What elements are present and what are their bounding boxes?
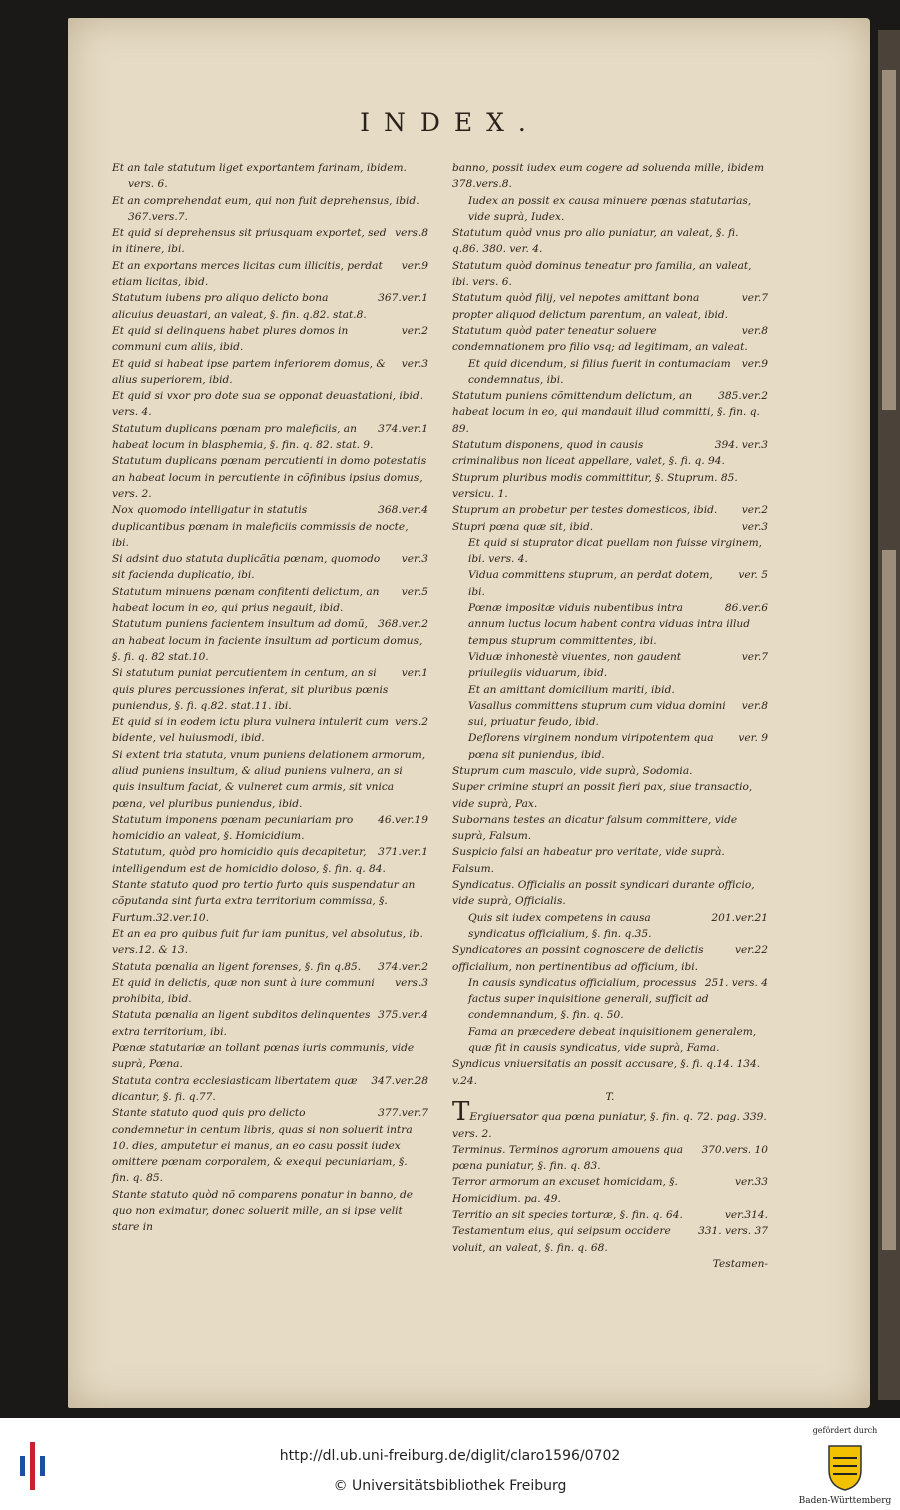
entry-text: Statutum duplicans pœnam percutienti in domo potestatis an habeat locum in percutiente in cõfinibus ipsius domus, vers. 2. — [112, 455, 427, 500]
entry-text: Terminus. Terminos agrorum amouens qua pœna puniatur, §. fin. q. 83. — [452, 1143, 684, 1173]
index-entry — [112, 1187, 428, 1236]
index-entry — [452, 779, 768, 812]
index-entry — [112, 160, 428, 176]
entry-reference: ver.9 — [741, 357, 768, 370]
index-entry — [452, 682, 768, 698]
coat-of-arms-icon — [825, 1442, 865, 1492]
entry-text: Statutum quòd filij, vel nepotes amittant bona propter aliquod delictum parentum, an valeat, ibid. — [452, 292, 729, 321]
entry-reference: 385.ver.2 — [718, 390, 768, 403]
entry-reference: 370.vers. 10 — [701, 1143, 768, 1156]
index-entry — [452, 1207, 768, 1223]
entry-reference: 374.ver.2 — [378, 960, 428, 973]
index-entry — [112, 323, 428, 356]
index-entry — [112, 502, 428, 551]
index-entry — [452, 225, 768, 258]
entry-text: Iudex an possit ex causa minuere pœnas statutarias, vide suprà, Iudex. — [468, 194, 752, 223]
index-entry — [452, 698, 768, 731]
sponsor-block — [790, 1426, 900, 1510]
index-entry — [452, 290, 768, 323]
entry-text: Et quid si in eodem ictu plura vulnera intulerit cum bidente, vel huiusmodi, ibid. — [112, 716, 389, 745]
entry-text: Statutum quòd dominus teneatur pro familia, an valeat, ibi. vers. 6. — [452, 259, 752, 289]
index-entry — [112, 959, 428, 975]
copyright-notice: © Universitätsbibliothek Freiburg — [333, 1478, 567, 1494]
entry-text: Statutum, quòd pro homicidio quis decapitetur, intelligendum est de homicidio doloso, §. fin. q. 84. — [112, 846, 386, 875]
entry-text: Syndicus vniuersitatis an possit accusare, §. fi. q.14. 134. v.24. — [452, 1058, 761, 1087]
index-entry — [112, 453, 428, 502]
index-entry — [452, 649, 768, 682]
index-entry — [112, 551, 428, 584]
index-entry — [452, 567, 768, 600]
entry-reference: vers.3 — [395, 976, 428, 989]
entry-text: vers. 6. — [128, 178, 168, 191]
entry-text: Terror armorum an excuset homicidam, §. Homicidium. pa. 49. — [452, 1176, 678, 1205]
entry-text: Statutum puniens cõmittendum delictum, an habeat locum in eo, qui mandauit illud committi, §. fin. q. 89. — [452, 390, 760, 435]
index-entry — [112, 616, 428, 665]
index-entry — [452, 1223, 768, 1256]
entry-reference: ver.2 — [401, 324, 428, 337]
entry-reference: ver.3 — [401, 357, 428, 370]
index-entry — [452, 1174, 768, 1207]
index-entry — [452, 763, 768, 779]
entry-reference: ver.33 — [734, 1176, 768, 1189]
entry-text: Et quid dicendum, si filius fuerit in contumaciam condemnatus, ibi. — [468, 357, 731, 386]
index-entry — [112, 421, 428, 454]
entry-text: Quis sit iudex competens in causa syndicatus officialium, §. fin. q.35. — [468, 911, 652, 940]
index-entry — [112, 176, 428, 192]
index-entry — [452, 193, 768, 226]
entry-reference: vers.2 — [395, 716, 428, 729]
entry-text: Statutum iubens pro aliquo delicto bona alicuius deuastari, an valeat, §. fin. q.82. stat.8. — [112, 292, 367, 321]
page-heading: INDEX. — [360, 108, 540, 137]
index-entry — [452, 1142, 768, 1175]
entry-reference: 251. vers. 4 — [704, 976, 768, 989]
entry-text: Et an amittant domicilium mariti, ibid. — [468, 683, 675, 696]
entry-text: 367.vers.7. — [128, 210, 188, 223]
entry-reference: 368.ver.2 — [378, 618, 428, 631]
entry-reference: ver.3 — [401, 553, 428, 566]
index-entry — [452, 1024, 768, 1057]
entry-reference: ver.2 — [741, 504, 768, 517]
entry-text: Et quid si vxor pro dote sua se opponat deuastationi, ibid. vers. 4. — [112, 390, 424, 419]
index-entry — [112, 747, 428, 812]
index-entry — [452, 942, 768, 975]
viewer-footer — [0, 1418, 900, 1510]
entry-reference: 331. vers. 37 — [698, 1225, 768, 1238]
index-entry — [452, 519, 768, 535]
entry-text: Stuprum pluribus modis committitur, §. Stuprum. 85. versicu. 1. — [452, 471, 738, 500]
entry-reference: 374.ver.1 — [378, 422, 428, 435]
entry-text: Statutum disponens, quod in causis criminalibus non liceat appellare, valet, §. fi. q. 94. — [452, 439, 725, 468]
entry-reference: 394. ver.3 — [714, 439, 768, 452]
entry-reference: ver.9 — [401, 259, 428, 272]
entry-reference: ver.314. — [724, 1209, 768, 1221]
entry-text: Statutum quòd pater teneatur soluere condemnationem pro filio vsq; ad legitimam, an valeat. — [452, 324, 748, 354]
entry-text: Et quid si delinquens habet plures domos in communi cum aliis, ibid. — [112, 324, 349, 354]
entry-text: Si extent tria statuta, vnum puniens delationem armorum, aliud puniens insultum, & aliud puniens vulnera, an si quis insultum faciat, & vulneret cum armis, sit vnica pœna, vel pluribus puniendus, ibid. — [112, 748, 426, 810]
entry-reference: ver.8 — [741, 699, 768, 712]
index-entry — [452, 258, 768, 291]
index-entry — [452, 437, 768, 470]
entry-text: Territio an sit species torturæ, §. fin. q. 64. — [452, 1209, 683, 1221]
index-entry — [112, 1007, 428, 1040]
entry-text: Testamentum eius, qui seipsum occidere voluit, an valeat, §. fin. q. 68. — [452, 1225, 671, 1254]
index-entry — [452, 356, 768, 389]
entry-reference: 367.ver.1 — [378, 292, 428, 305]
entry-text: Fama an præcedere debeat inquisitionem generalem, quæ fit in causis syndicatus, vide suprà, Fama. — [468, 1025, 757, 1055]
entry-reference: ver.3 — [741, 520, 768, 533]
entry-reference: 368.ver.4 — [378, 504, 428, 517]
index-entry — [452, 323, 768, 356]
entry-text: Si adsint duo statuta duplicãtia pœnam, quomodo sit faciendа duplicatio, ibi. — [112, 553, 381, 582]
index-entry — [112, 926, 428, 959]
sponsor-name: Baden-Württemberg — [798, 1496, 892, 1506]
index-entry — [112, 714, 428, 747]
entry-text: Syndicatus. Officialis an possit syndicari durante officio, vide suprà, Officialis. — [452, 879, 755, 908]
entry-text: T. — [605, 1090, 615, 1103]
entry-text: Statuta pœnalia an ligent subditos delinquentes extra territorium, ibi. — [112, 1009, 371, 1038]
index-entry — [112, 1073, 428, 1106]
entry-text: Et quid si deprehensus sit priusquam exportet, sed in itinere, ibi. — [112, 227, 387, 256]
entry-text: Statutum puniens facientem insultum ad domũ, an habeat locum in faciente insultum ad porticum domus, §. fi. q. 82 stat.10. — [112, 618, 423, 663]
entry-text: Subornans testes an dicatur falsum committere, vide suprà, Falsum. — [452, 813, 738, 843]
entry-reference: 377.ver.7 — [378, 1107, 428, 1120]
index-entry — [452, 502, 768, 518]
index-entry — [452, 1097, 768, 1142]
entry-text: Vasallus committens stuprum cum vidua domini sui, priuatur feudo, ibid. — [468, 699, 726, 729]
entry-reference: 201.ver.21 — [711, 911, 768, 924]
index-entry — [452, 877, 768, 910]
entry-text: Statutum duplicans pœnam pro maleficiis, an habeat locum in blasphemia, §. fin. q. 82. stat. 9. — [112, 422, 374, 452]
index-entry — [112, 844, 428, 877]
entry-reference: ver.1 — [401, 667, 428, 680]
entry-text: Et quid si stuprator dicat puellam non fuisse virginem, ibi. vers. 4. — [468, 536, 763, 566]
entry-text: Stante statuto quod quis pro delicto condemnetur in centum libris, quas si non soluerit intra 10. dies, amputetur ei manus, an eo casu possit iudex omittere pœnam corporalem, & exequi pecuniariam, §. fin. q. 85. — [112, 1107, 413, 1185]
index-entry — [112, 1105, 428, 1186]
index-entry — [452, 600, 768, 649]
entry-text: Viduæ inhonestè viuentes, non gaudent priuilegiis viduarum, ibid. — [468, 650, 682, 680]
entry-text: Stante statuto quòd nõ comparens ponatur in banno, de quo non eximatur, donec soluerit mille, an si ipse velit stare in — [112, 1188, 414, 1234]
entry-text: Super crimine stupri an possit fieri pax, siue transactio, vide suprà, Pax. — [452, 781, 753, 810]
entry-text: Pœnæ statutariæ an tollant pœnas iuris communis, vide suprà, Pœna. — [112, 1042, 415, 1071]
entry-reference: 375.ver.4 — [378, 1009, 428, 1022]
index-entry — [112, 209, 428, 225]
index-entry — [452, 1089, 768, 1105]
index-entry — [452, 160, 768, 193]
index-entry — [452, 388, 768, 437]
entry-text: Et an exportans merces licitas cum illicitis, perdat etiam licitas, ibid. — [112, 259, 383, 289]
index-entry — [452, 975, 768, 1024]
entry-reference: ver.22 — [734, 944, 768, 957]
index-entry — [452, 535, 768, 568]
adjacent-page-edge — [878, 30, 900, 1400]
index-entry — [112, 193, 428, 209]
entry-reference: ver. 5 — [738, 569, 768, 582]
index-entry — [112, 1040, 428, 1073]
entry-text: Statuta contra ecclesiasticam libertatem quæ dicantur, §. fi. q.77. — [112, 1074, 358, 1103]
index-entry — [112, 388, 428, 421]
entry-reference: ver.5 — [401, 585, 428, 598]
index-entry — [112, 877, 428, 926]
entry-text: Statutum imponens pœnam pecuniariam pro homicidio an valeat, §. Homicidium. — [112, 813, 354, 843]
index-entry — [452, 910, 768, 943]
entry-reference: 347.ver.28 — [371, 1074, 428, 1087]
index-entry — [112, 290, 428, 323]
entry-reference: 371.ver.1 — [378, 846, 428, 859]
permalink-url[interactable]: http://dl.ub.uni-freiburg.de/diglit/claro1596/0702 — [279, 1448, 621, 1464]
index-entry — [112, 356, 428, 389]
entry-reference: 46.ver.19 — [378, 813, 428, 826]
entry-text: Nox quomodo intelligatur in statutis duplicantibus pœnam in maleficiis commissis de nocte, ibi. — [112, 504, 409, 549]
index-entry — [112, 812, 428, 845]
index-entry — [112, 584, 428, 617]
entry-text: Et quid si habeat ipse partem inferiorem domus, & alius superiorem, ibid. — [112, 357, 386, 386]
entry-text: Stuprum cum masculo, vide suprà, Sodomia. — [452, 764, 693, 777]
entry-reference: ver.8 — [741, 324, 768, 337]
index-entry — [452, 844, 768, 877]
entry-text: Deflorens virginem nondum viripotentem qua pœna sit puniendus, ibid. — [468, 732, 714, 761]
entry-reference: 86.ver.6 — [724, 602, 768, 615]
entry-text: Et an tale statutum liget exportantem farinam, ibidem. — [112, 162, 407, 174]
entry-text: Statutum quòd vnus pro alio puniatur, an valeat, §. fi. q.86. 380. ver. 4. — [452, 227, 739, 256]
index-entry — [452, 1056, 768, 1089]
index-entry — [452, 730, 768, 763]
sponsor-caption: gefördert durch — [812, 1426, 878, 1435]
entry-reference: ver. 9 — [738, 732, 768, 745]
entry-text: Et an comprehendat eum, qui non fuit deprehensus, ibid. — [112, 194, 420, 207]
entry-reference: vers.8 — [395, 227, 428, 240]
entry-reference: ver.7 — [741, 292, 768, 305]
entry-text: Si statutum puniat percutientem in centum, an si quis plures percussiones inferat, sit pluribus pœnis puniendus, §. fi. q.82. stat.11. ibi. — [112, 667, 389, 712]
entry-text: Pœnæ impositæ viduis nubentibus intra annum luctus locum habent contra viduas intra illud tempus stuprum committentes, ibi. — [468, 602, 751, 647]
catchword: Testamen- — [712, 1257, 768, 1270]
index-entry — [112, 975, 428, 1008]
entry-text: Vidua committens stuprum, an perdat dotem, ibi. — [468, 569, 713, 598]
entry-reference: ver.7 — [741, 650, 768, 663]
initial-letter: T — [452, 1097, 470, 1128]
index-column-left — [112, 160, 428, 1236]
entry-text: Stupri pœna quæ sit, ibid. — [452, 520, 594, 533]
index-entry — [452, 470, 768, 503]
index-entry — [452, 812, 768, 845]
entry-text: Statuta pœnalia an ligent forenses, §. fin q.85. — [112, 960, 362, 973]
entry-text: Suspicio falsi an habeatur pro veritate, vide suprà. Falsum. — [452, 846, 725, 875]
index-entry — [112, 258, 428, 291]
entry-text: Syndicatores an possint cognoscere de delictis officialium, non pertinentibus ad officium, ibi. — [452, 944, 704, 973]
entry-text: Ergiuersator qua pœna puniatur, §. fin. q. 72. pag. 339. vers. 2. — [452, 1111, 767, 1140]
index-entry — [112, 665, 428, 714]
entry-text: In causis syndicatus officialium, processus factus super inquisitione generali, sufficit ad condemnandum, §. fin. q. 50. — [468, 976, 709, 1022]
entry-text: Et an ea pro quibus fuit fur iam punitus, vel absolutus, ib. vers.12. & 13. — [112, 927, 423, 957]
entry-text: Statutum minuens pœnam confitenti delictum, an habeat locum in eo, qui prius negauit, ibid. — [112, 585, 380, 615]
entry-text: Stante statuto quod pro tertio furto quis suspendatur an cõputanda sint furta extra territorium commissa, §. Furtum.32.ver.10. — [112, 879, 416, 924]
entry-text: banno, possit iudex eum cogere ad soluenda mille, ibidem 378.vers.8. — [452, 162, 764, 191]
index-column-right — [452, 160, 768, 1272]
entry-text: Et quid in delictis, quæ non sunt à iure communi prohibita, ibid. — [112, 976, 375, 1006]
index-entry — [112, 225, 428, 258]
entry-text: Stuprum an probetur per testes domesticos, ibid. — [452, 504, 718, 517]
